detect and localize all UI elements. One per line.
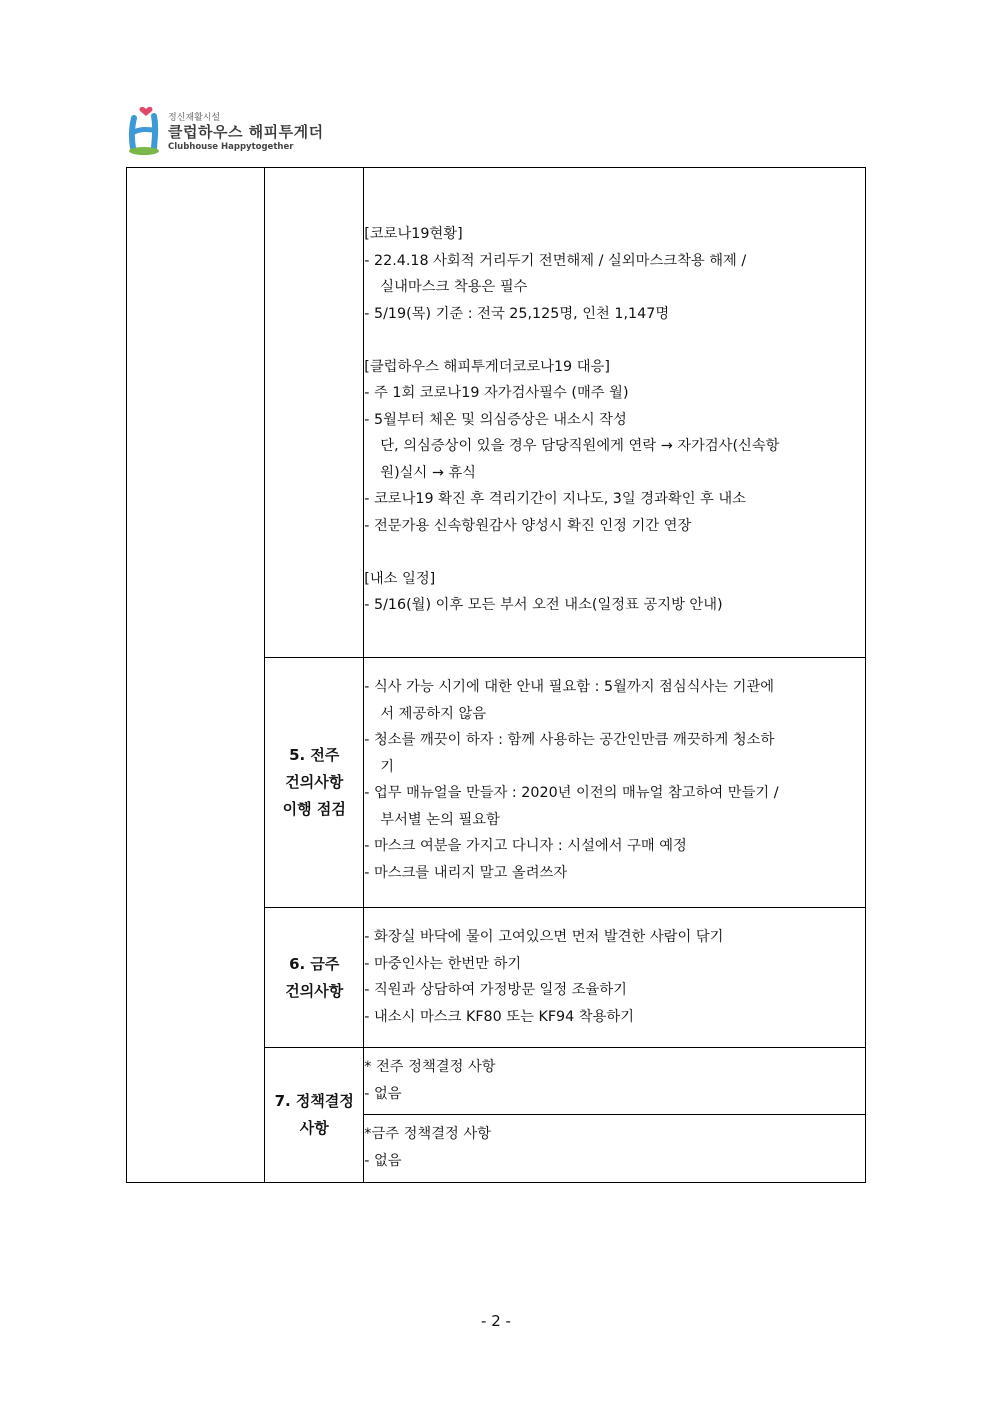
text-line: 부서별 논의 필요함: [380, 811, 500, 828]
text-line: [내소 일정]: [364, 570, 436, 587]
text-line: - 코로나19 확진 후 격리기간이 지나도, 3일 경과확인 후 내소: [364, 491, 747, 507]
text-line: - 5월부터 체온 및 의심증상은 내소시 작성: [364, 411, 627, 428]
logo-subtitle: 정신재활시설: [168, 113, 221, 123]
section6-content: [364, 908, 866, 1048]
text-line: 단, 의심증상이 있을 경우 담당직원에게 연락 → 자가검사(신속항: [380, 438, 780, 454]
text-line: - 5/19(목) 기준 : 전국 25,125명, 인천 1,147명: [364, 305, 670, 322]
left-empty-column: [127, 168, 265, 1183]
label-line: 7. 정책결정: [274, 1092, 354, 1110]
text-line: [364, 539, 865, 566]
text-line: * 전주 정책결정 사항: [364, 1059, 496, 1075]
text-line: [364, 195, 865, 222]
logo-h-icon: [128, 104, 166, 156]
section7-curr-content: [364, 1115, 866, 1183]
text-line: - 업무 매뉴얼을 만들자 : 2020년 이전의 매뉴얼 참고하여 만들기 /: [364, 785, 779, 801]
text-line: - 5/16(월) 이후 모든 부서 오전 내소(일정표 공지방 안내): [364, 597, 723, 613]
covid-row: [127, 168, 866, 658]
text-line: [코로나19현황]: [364, 226, 463, 242]
section6-label: [265, 908, 364, 1048]
text-line: - 마스크 여분을 가지고 다니자 : 시설에서 구매 예정: [364, 838, 687, 854]
section5-label: [265, 658, 364, 908]
text-line: - 전문가용 신속항원감사 양성시 확진 인정 기간 연장: [364, 517, 692, 534]
text-line: 실내마스크 착용은 필수: [380, 279, 528, 295]
label-line: 5. 전주: [289, 746, 340, 764]
label-line: 6. 금주: [289, 954, 340, 973]
text-line: - 화장실 바닥에 물이 고여있으면 먼저 발견한 사람이 닦기: [364, 929, 724, 945]
text-line: [364, 168, 865, 195]
text-line: - 마중인사는 한번만 하기: [364, 955, 522, 972]
section7-label: [265, 1048, 364, 1183]
text-line: 기: [380, 758, 395, 775]
page-number: - 2 -: [481, 1312, 511, 1330]
text-line: - 내소시 마스크 KF80 또는 KF94 착용하기: [364, 1008, 635, 1025]
text-line: - 마스크를 내리지 말고 올려쓰자: [364, 864, 568, 881]
covid-content: [364, 168, 866, 658]
label-line: 건의사항: [285, 981, 344, 1000]
logo-english-title: Clubhouse Happytogether: [168, 142, 294, 152]
clubhouse-logo: [128, 104, 328, 156]
text-line: - 22.4.18 사회적 거리두기 전면해제 / 실외마스크착용 해제 /: [364, 252, 747, 269]
label-line: 사항: [299, 1119, 329, 1137]
text-line: - 없음: [364, 1152, 402, 1169]
text-line: 원)실시 → 휴식: [380, 464, 476, 481]
text-line: [클럽하우스 해피투게더코로나19 대응]: [364, 358, 610, 375]
text-line: [364, 327, 865, 354]
text-line: 서 제공하지 않음: [380, 705, 487, 722]
text-line: - 식사 가능 시기에 대한 안내 필요함 : 5월까지 점심식사는 기관에: [364, 679, 775, 695]
logo-title: 클럽하우스 해피투게더: [168, 123, 324, 141]
text-line: *금주 정책결정 사항: [364, 1126, 492, 1142]
text-line: - 없음: [364, 1085, 402, 1102]
label-line: 건의사항: [285, 773, 344, 791]
text-line: - 직원과 상담하여 가정방문 일정 조율하기: [364, 982, 627, 998]
minutes-table: [126, 167, 866, 1183]
text-line: - 주 1회 코로나19 자가검사필수 (매주 월): [364, 385, 629, 401]
label-line: 이행 점검: [282, 800, 346, 818]
text-line: - 청소를 깨끗이 하자 : 함께 사용하는 공간인만큼 깨끗하게 청소하: [364, 732, 775, 748]
section5-content: [364, 658, 866, 908]
section7-prev-content: [364, 1048, 866, 1115]
covid-label-cell: [265, 168, 364, 658]
